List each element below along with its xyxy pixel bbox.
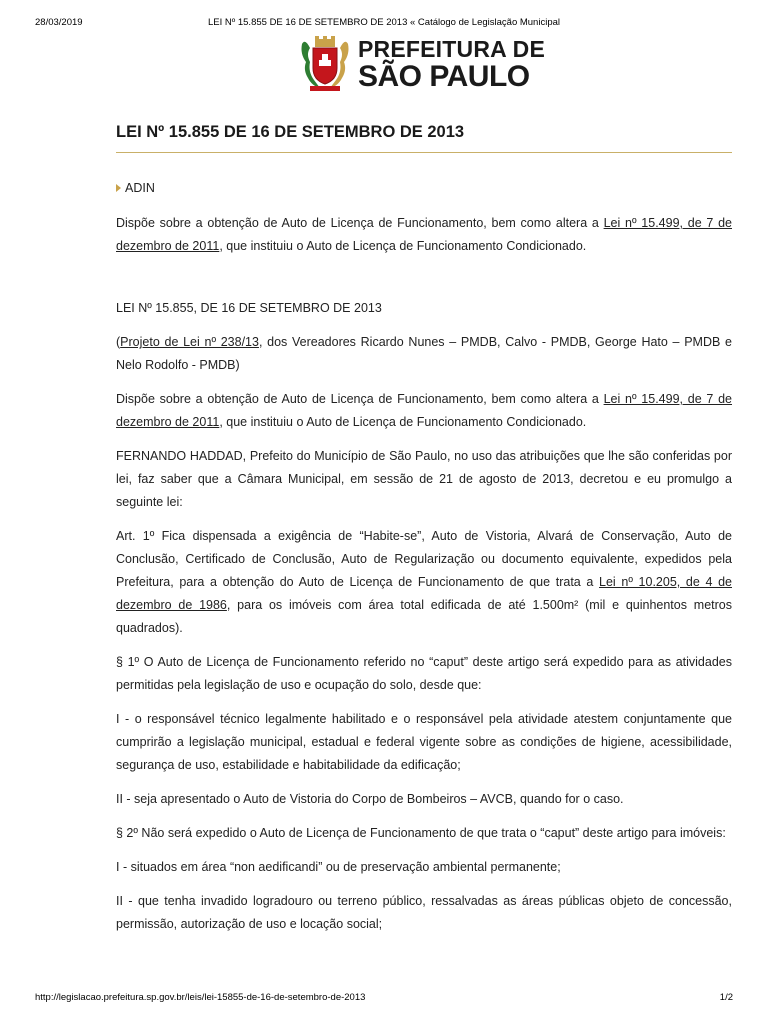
projeto-de-lei-link[interactable]: Projeto de Lei nº 238/13 xyxy=(120,335,259,349)
law-summary-text-after: , que instituiu o Auto de Licença de Funcionamento Condicionado. xyxy=(219,239,587,253)
law-summary-2-text-after: , que instituiu o Auto de Licença de Funcionamento Condicionado. xyxy=(219,415,587,429)
law-summary xyxy=(116,212,732,258)
paragraph-1-item-i: I - o responsável técnico legalmente habilitado e o responsável pela atividade atestem conjuntamente que cumprirão a legislação municipal, estadual e federal vigente sobre as condições de higiene, acessibilidade, segurança de uso, estabilidade e habitabilidade da edificação; xyxy=(116,712,732,772)
law-summary-2-text-before: Dispõe sobre a obtenção de Auto de Licença de Funcionamento, bem como altera a xyxy=(116,392,604,406)
paragraph-1: § 1º O Auto de Licença de Funcionamento referido no “caput” deste artigo será expedido para as atividades permitidas pela legislação de uso e ocupação do solo, desde que: xyxy=(116,655,732,692)
logo-line-1: PREFEITURA DE xyxy=(358,36,546,62)
article-1 xyxy=(116,525,732,640)
print-header xyxy=(0,17,768,31)
project-open-paren: ( xyxy=(116,335,121,349)
prefeitura-logo[interactable] xyxy=(300,36,550,96)
law-10205-link[interactable]: Lei nº 10.205, de 4 de dezembro de 1986 xyxy=(116,575,732,612)
law-summary-2 xyxy=(116,388,732,434)
print-date: 28/03/2019 xyxy=(35,17,83,28)
law-15499-link[interactable]: Lei nº 15.499, de 7 de dezembro de 2011 xyxy=(116,216,732,253)
page-title: LEI Nº 15.855 DE 16 DE SETEMBRO DE 2013 xyxy=(116,120,732,153)
paragraph-1-item-ii: II - seja apresentado o Auto de Vistoria do Corpo de Bombeiros – AVCB, quando for o caso. xyxy=(116,792,624,806)
category-tag[interactable] xyxy=(116,181,732,195)
page-number: 1/2 xyxy=(719,992,733,1003)
logo-line-2: SÃO PAULO xyxy=(358,60,530,93)
print-url: http://legislacao.prefeitura.sp.gov.br/leis/lei-15855-de-16-de-setembro-de-2013 xyxy=(35,992,366,1003)
article-1-text-after: , para os imóveis com área total edificada de até 1.500m² (mil e quinhentos metros quadrados). xyxy=(116,598,732,635)
print-title: LEI Nº 15.855 DE 16 DE SETEMBRO DE 2013 « Catálogo de Legislação Municipal xyxy=(208,17,560,28)
triangle-bullet-icon xyxy=(116,184,121,192)
project-info xyxy=(116,331,732,377)
law-title: LEI Nº 15.855, DE 16 DE SETEMBRO DE 2013 xyxy=(116,301,382,315)
law-summary-text-before: Dispõe sobre a obtenção de Auto de Licença de Funcionamento, bem como altera a xyxy=(116,216,604,230)
paragraph-2: § 2º Não será expedido o Auto de Licença de Funcionamento de que trata o “caput” deste artigo para imóveis: xyxy=(116,826,726,840)
coat-of-arms-icon xyxy=(300,36,350,94)
print-footer xyxy=(0,992,768,1006)
project-authors: , dos Vereadores Ricardo Nunes – PMDB, Calvo - PMDB, George Hato – PMDB e Nelo Rodolfo - PMDB) xyxy=(116,335,732,372)
article-1-text-before: Art. 1º Fica dispensada a exigência de “Habite-se”, Auto de Vistoria, Alvará de Conservação, Auto de Conclusão, Certificado de Conclusão, Auto de Regularização ou documento equivalente, expedidos pela Prefeitura, para a obtenção do Auto de Licença de Funcionamento de que trata a xyxy=(116,529,732,589)
category-tag-label: ADIN xyxy=(125,181,155,195)
preamble: FERNANDO HADDAD, Prefeito do Município de São Paulo, no uso das atribuições que lhe são conferidas por lei, faz saber que a Câmara Municipal, em sessão de 21 de agosto de 2013, decretou e eu promulgo a seguinte lei: xyxy=(116,449,732,509)
paragraph-2-item-i: I - situados em área “non aedificandi” ou de preservação ambiental permanente; xyxy=(116,860,561,874)
document-content xyxy=(116,120,732,936)
law-15499-link-2[interactable]: Lei nº 15.499, de 7 de dezembro de 2011 xyxy=(116,392,732,429)
paragraph-2-item-ii: II - que tenha invadido logradouro ou terreno público, ressalvadas as áreas públicas objeto de concessão, permissão, autorização de uso e locação social; xyxy=(116,894,732,931)
